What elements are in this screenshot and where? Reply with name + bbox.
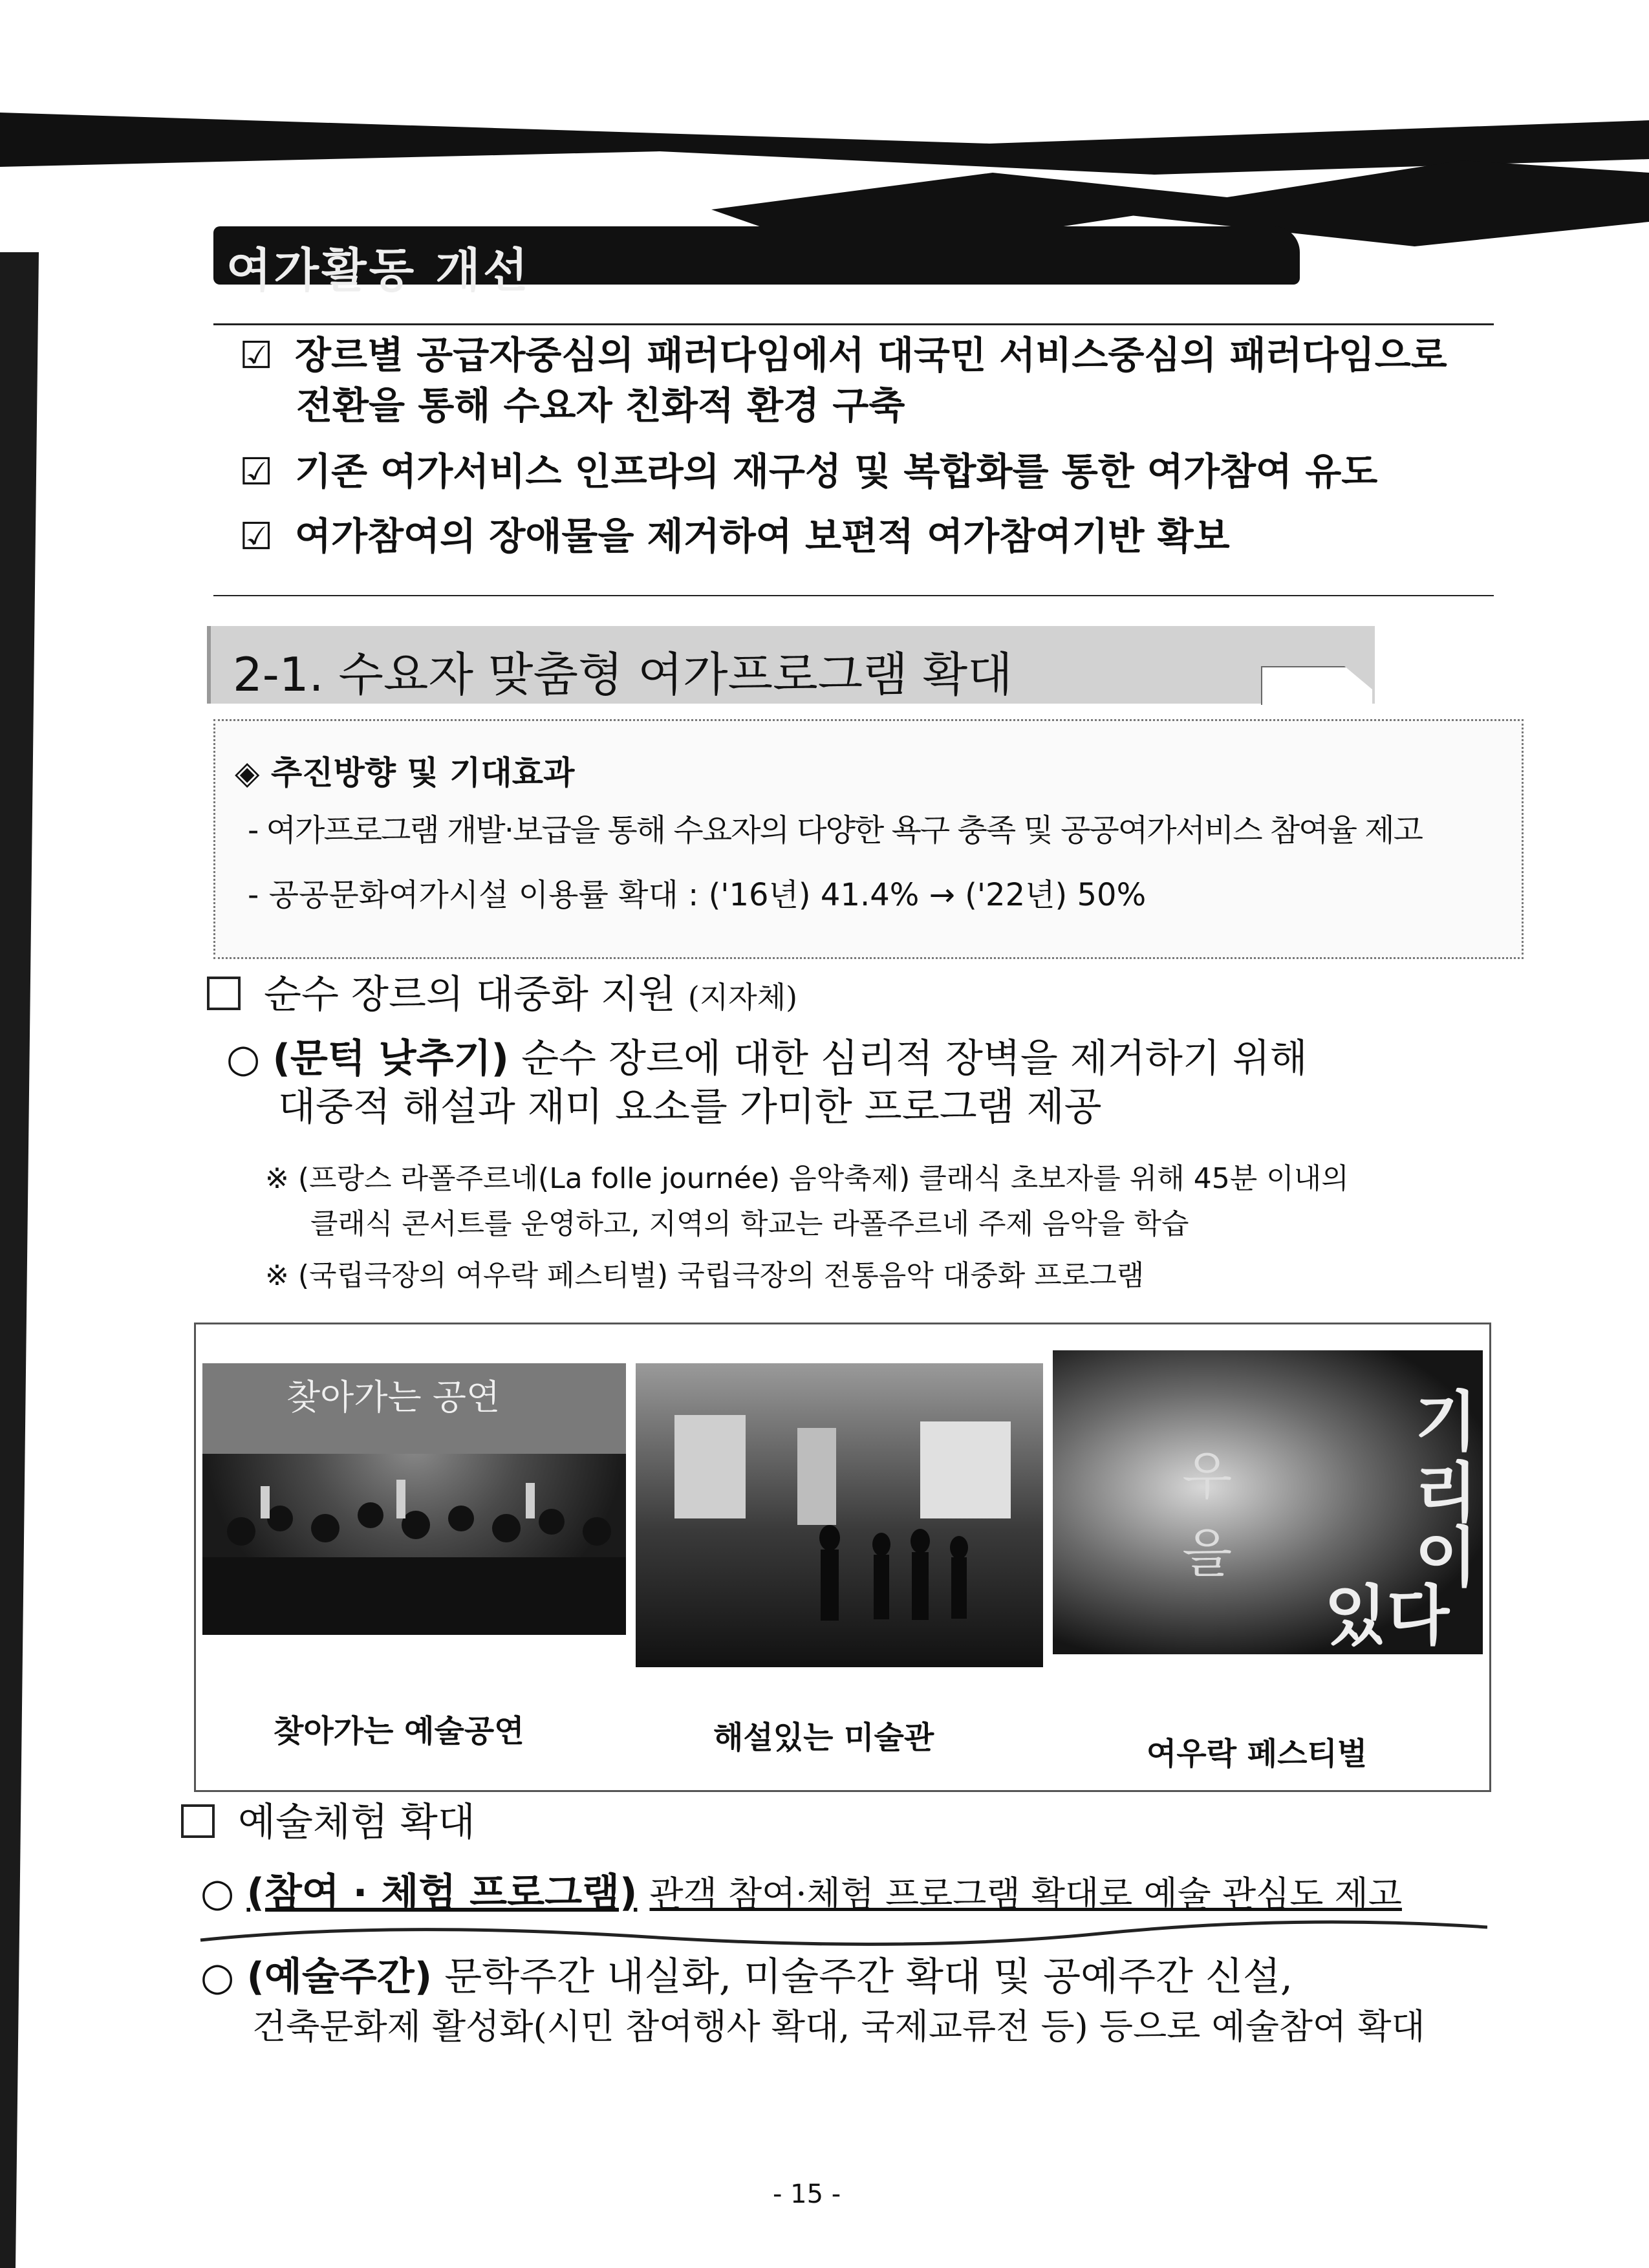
poster-text-2: 리 [1415,1455,1478,1531]
poster-text-5: 을 [1182,1524,1233,1584]
photo-yeourak-poster [1053,1350,1483,1654]
item1-bullet-text1: 순수 장르에 대한 심리적 장벽을 제거하기 위해 [521,1036,1308,1081]
item2-heading [181,1791,475,1847]
photo-caption-3: 여우락 페스티벌 [1147,1736,1368,1772]
poster-text-4: 있다 [1324,1578,1450,1654]
item1-heading-text: 순수 장르의 대중화 지원 [264,972,676,1017]
item2-bullet-1 [200,1869,1494,1917]
item1-bullet-text2: 대중적 해설과 재미 요소를 가미한 프로그램 제공 [278,1085,1102,1130]
section-title: 2-1. 수요자 맞춤형 여가프로그램 확대 [233,647,1013,702]
poster-text-1: 기 [1415,1384,1478,1460]
item1-note-1: ※ (프랑스 라폴주르네(La folle journée) 음악축제) 클래식 초보자를 위해 45분 이내의 [265,1162,1349,1195]
poster-text-6: 우 [1182,1446,1233,1506]
gallery-visitors-graphic [636,1363,1043,1667]
goal-item-3 [239,511,1494,561]
circle-bullet-icon: ○ [200,1870,235,1916]
goal-text-cont: 전환을 통해 수요자 친화적 환경 구축 [296,383,905,428]
item2-bullet-2 [200,1953,1494,2050]
circle-bullet-icon: ○ [200,1954,235,2000]
checkbox-checked-icon: ☑ [239,449,273,493]
checkbox-checked-icon: ☑ [239,333,273,377]
info-box-line-1: - 여가프로그램 개발·보급을 통해 수요자의 다양한 욕구 충족 및 공공여가서비스 참여율 제고 [248,812,1423,848]
item1-note-2: 클래식 콘서트를 운영하고, 지역의 학교는 라폴주르네 주제 음악을 학습 [310,1207,1189,1240]
goal-text: 장르별 공급자중심의 패러다임에서 대국민 서비스중심의 패러다임으로 [295,333,1447,377]
hand-drawn-underline [194,1914,1487,1953]
item1-bullet [226,1035,1487,1132]
checkbox-checked-icon: ☑ [239,514,273,558]
header-rule [213,323,1494,325]
poster-text-3: 이 [1415,1520,1478,1595]
item2-bullet2-label: (예술주간) [246,1954,433,2000]
goal-item-1 [239,330,1494,431]
page-number: - 15 - [773,2179,841,2209]
photo-caption-2: 해설있는 미술관 [713,1720,934,1756]
chapter-title: 여가활동 개선 [226,243,531,297]
info-box-heading: ◈ 추진방향 및 기대효과 [235,754,575,792]
photo-caption-1: 찾아가는 예술공연 [274,1713,524,1749]
item2-bullet2-text2: 건축문화제 활성화(시민 참여행사 확대, 국제교류전 등) 등으로 예술참여 확대 [252,2006,1425,2047]
scan-margin-left [0,252,39,2268]
info-box-line-2: - 공공문화여가시설 이용률 확대 : ('16년) 41.4% → ('22년) 50% [248,877,1147,913]
item2-bullet2-text1: 문학주간 내실화, 미술주간 확대 및 공예주간 신설, [444,1954,1293,2000]
photo-art-gallery [636,1363,1043,1667]
goals-bottom-rule [213,595,1494,596]
square-bullet-icon [207,977,241,1010]
item1-note-3: ※ (국립극장의 여우락 페스티벌) 국립극장의 전통음악 대중화 프로그램 [265,1259,1145,1292]
goal-text: 여가참여의 장애물을 제거하여 보편적 여가참여기반 확보 [295,514,1230,558]
photo-1-overlay-text: 찾아가는 공연 [286,1377,501,1418]
goal-item-2 [239,446,1494,497]
scan-smudge-top [0,97,1649,175]
item1-bullet-label: (문턱 낮추기) [272,1036,509,1081]
item1-heading [207,964,797,1019]
photo-outreach-performance [202,1363,626,1635]
square-bullet-icon [181,1804,215,1838]
item2-heading-text: 예술체험 확대 [238,1800,475,1845]
item2-bullet1-text: 관객 참여·체험 프로그램 확대로 예술 관심도 제고 [649,1874,1402,1914]
item1-heading-note: (지자체) [687,980,798,1015]
goal-text: 기존 여가서비스 인프라의 재구성 및 복합화를 통한 여가참여 유도 [295,449,1378,493]
item2-bullet1-label: (참여 · 체험 프로그램) [246,1870,638,1916]
photo-gallery-frame [194,1323,1491,1792]
direction-effect-box [213,719,1524,959]
circle-bullet-icon: ○ [226,1036,261,1081]
